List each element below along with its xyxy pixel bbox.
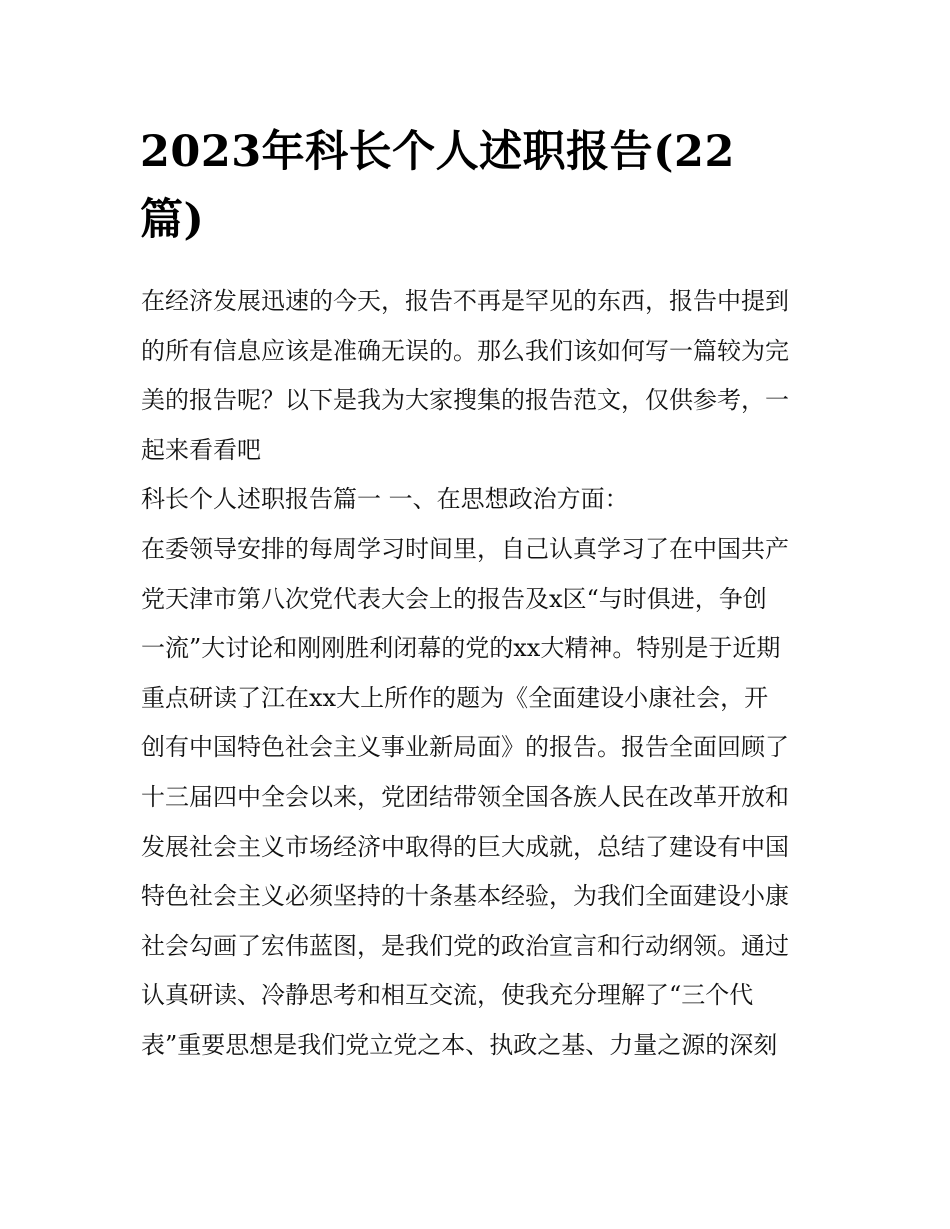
title-line: 篇) bbox=[140, 195, 205, 245]
section-heading: 科长个人述职报告篇一 一、在思想政治方面： bbox=[141, 485, 629, 514]
body-line: 表”重要思想是我们党立党之本、执政之基、力量之源的深刻 bbox=[141, 1030, 778, 1059]
body-line: 党天津市第八次党代表大会上的报告及x区“与时俱进，争创 bbox=[141, 584, 767, 613]
body-line: 发展社会主义市场经济中取得的巨大成就，总结了建设有中国 bbox=[141, 832, 789, 861]
body-line: 特色社会主义必须坚持的十条基本经验，为我们全面建设小康 bbox=[141, 882, 789, 911]
document-title bbox=[140, 118, 800, 254]
body-line: 重点研读了江在xx大上所作的题为《全面建设小康社会，开 bbox=[141, 683, 769, 712]
body-line: 在经济发展迅速的今天，报告不再是罕见的东西，报告中提到 bbox=[141, 287, 789, 315]
body-line: 十三届四中全会以来，党团结带领全国各族人民在改革开放和 bbox=[141, 782, 789, 811]
body-line: 认真研读、冷静思考和相互交流，使我充分理解了“三个代 bbox=[141, 981, 754, 1010]
body-line: 在委领导安排的每周学习时间里，自己认真学习了在中国共产 bbox=[141, 534, 789, 563]
body-line: 起来看看吧 bbox=[141, 435, 261, 464]
document-body bbox=[141, 277, 816, 1071]
body-line: 的所有信息应该是准确无误的。那么我们该如何写一篇较为完 bbox=[141, 336, 789, 365]
body-line: 美的报告呢？以下是我为大家搜集的报告范文，仅供参考，一 bbox=[141, 386, 789, 415]
body-line: 创有中国特色社会主义事业新局面》的报告。报告全面回顾了 bbox=[141, 733, 789, 762]
body-line: 社会勾画了宏伟蓝图，是我们党的政治宣言和行动纲领。通过 bbox=[141, 931, 789, 960]
body-line: 一流”大讨论和刚刚胜利闭幕的党的xx大精神。特别是于近期 bbox=[141, 634, 781, 663]
title-line: 2023年科长个人述职报告(22 bbox=[140, 127, 735, 177]
